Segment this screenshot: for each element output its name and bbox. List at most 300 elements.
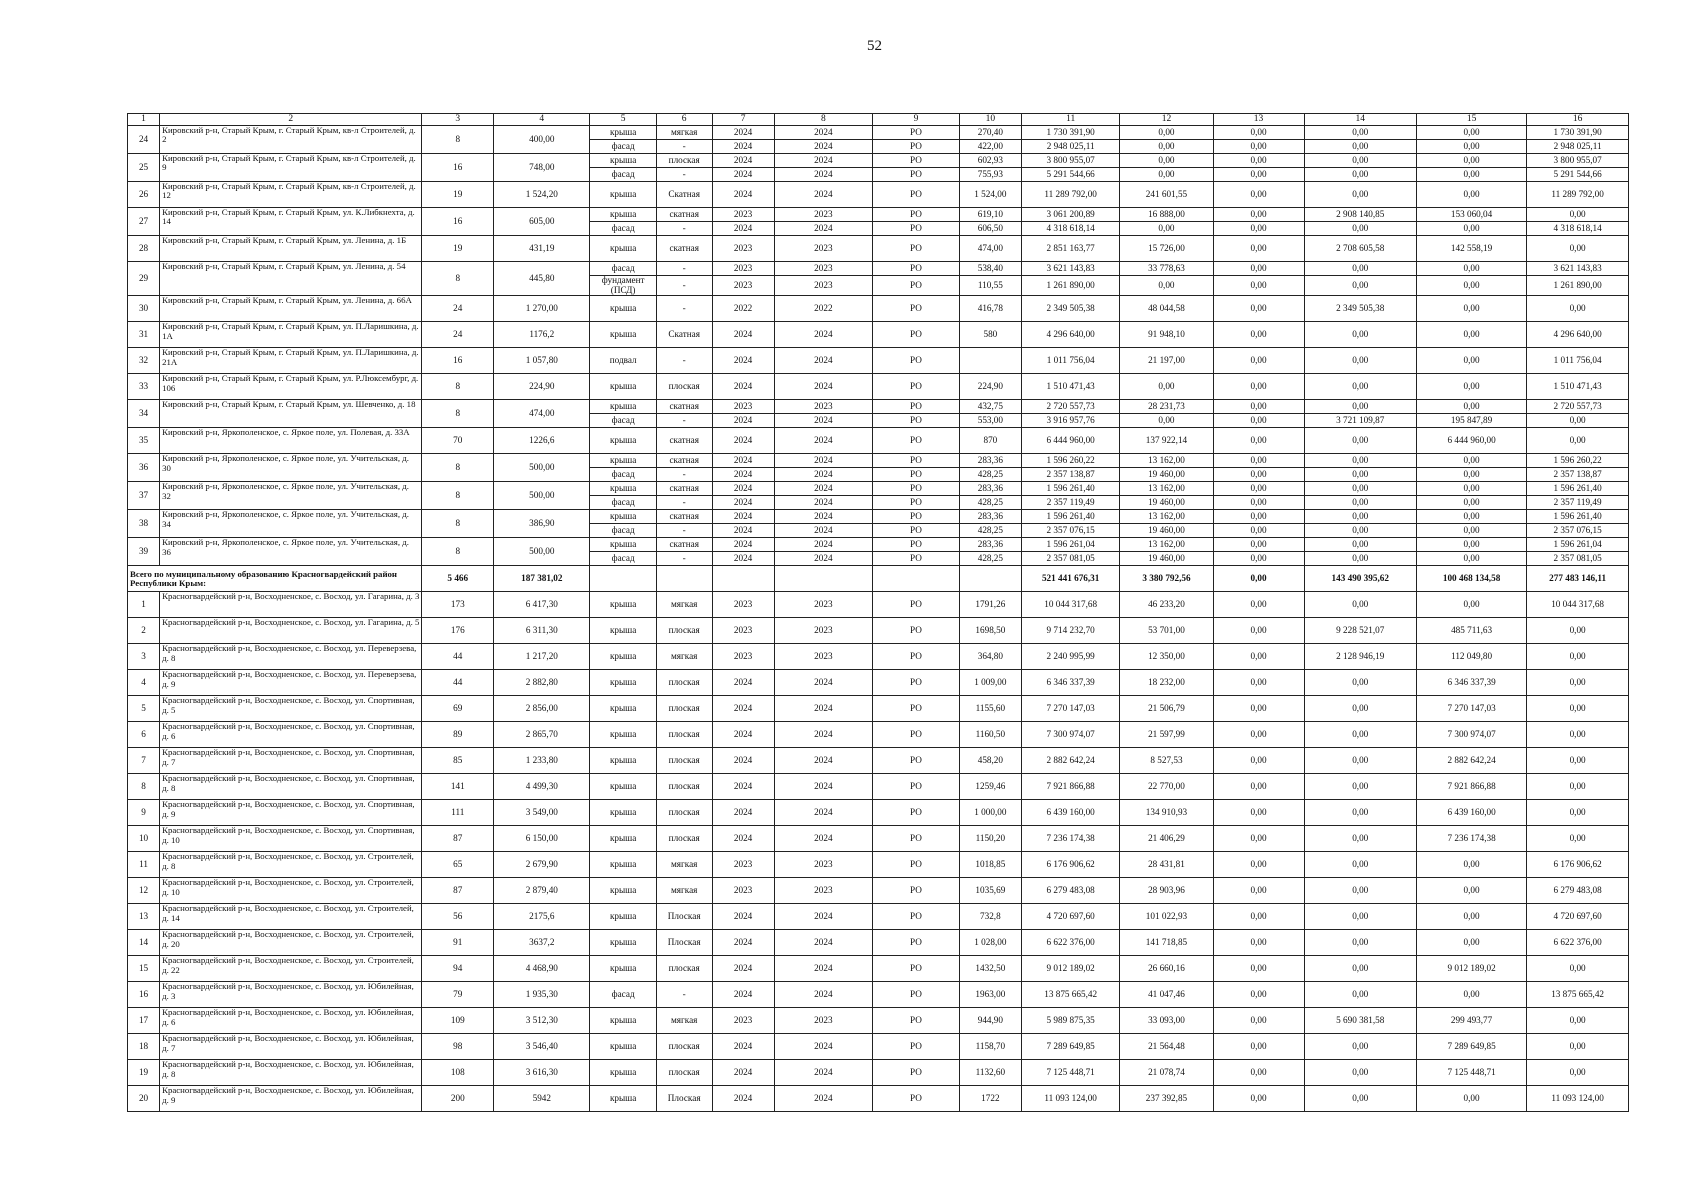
work-type-cell: крыша [590, 322, 656, 348]
fund-local-cell: 0,00 [1416, 154, 1526, 168]
method-cell: РО [873, 852, 960, 878]
fund-local-cell: 0,00 [1416, 374, 1526, 400]
method-cell: РО [873, 168, 960, 182]
fund-owners-cell: 10 044 317,68 [1527, 592, 1629, 618]
fund-regional-cell: 0,00 [1304, 374, 1416, 400]
address-cell: Красногвардейский р-н, Восходненское, с. Восход, ул. Строителей, д. 14 [160, 904, 422, 930]
address-cell: Красногвардейский р-н, Восходненское, с. Восход, ул. Строителей, д. 20 [160, 930, 422, 956]
unit-cost-cell: 28 903,96 [1120, 878, 1213, 904]
method-cell: РО [873, 276, 960, 296]
column-number: 4 [494, 114, 590, 126]
unit-cost-cell: 0,00 [1120, 276, 1213, 296]
area-cell: 2 679,90 [494, 852, 590, 878]
fund-owners-cell: 0,00 [1527, 826, 1629, 852]
fund-federal-cell: 0,00 [1213, 748, 1304, 774]
residents-cell: 8 [422, 482, 494, 510]
unit-cost-cell: 21 197,00 [1120, 348, 1213, 374]
fund-owners-cell: 2 357 119,49 [1527, 496, 1629, 510]
area-cell: 1 217,20 [494, 644, 590, 670]
method-cell: РО [873, 826, 960, 852]
fund-federal-cell: 0,00 [1213, 222, 1304, 236]
residents-cell: 79 [422, 982, 494, 1008]
start-year-cell: 2024 [712, 1086, 774, 1112]
area-cell: 1 057,80 [494, 348, 590, 374]
roof-type-cell: плоская [656, 722, 712, 748]
table-row [128, 538, 1629, 552]
method-cell: РО [873, 524, 960, 538]
column-number: 14 [1304, 114, 1416, 126]
fund-owners-cell: 4 296 640,00 [1527, 322, 1629, 348]
cost-cell: 6 622 376,00 [1021, 930, 1119, 956]
fund-regional-cell: 0,00 [1304, 468, 1416, 482]
start-year-cell: 2023 [712, 644, 774, 670]
method-cell: РО [873, 140, 960, 154]
start-year-cell: 2024 [712, 524, 774, 538]
cost-cell: 2 349 505,38 [1021, 296, 1119, 322]
work-type-cell: фундамент (ПСД) [590, 276, 656, 296]
fund-regional-cell: 0,00 [1304, 696, 1416, 722]
cost-cell: 10 044 317,68 [1021, 592, 1119, 618]
roof-type-cell: - [656, 982, 712, 1008]
unit-cost-cell: 237 392,85 [1120, 1086, 1213, 1112]
work-type-cell: крыша [590, 454, 656, 468]
fund-local-cell: 0,00 [1416, 400, 1526, 414]
work-type-cell: крыша [590, 154, 656, 168]
method-cell: РО [873, 496, 960, 510]
fund-owners-cell: 0,00 [1527, 722, 1629, 748]
roof-type-cell: плоская [656, 374, 712, 400]
work-type-cell: фасад [590, 414, 656, 428]
address-cell: Красногвардейский р-н, Восходненское, с. Восход, ул. Юбилейная, д. 8 [160, 1060, 422, 1086]
fund-local-cell: 7 125 448,71 [1416, 1060, 1526, 1086]
method-cell: РО [873, 262, 960, 276]
fund-owners-cell: 0,00 [1527, 236, 1629, 262]
fund-local-cell: 0,00 [1416, 482, 1526, 496]
work-type-cell: крыша [590, 208, 656, 222]
fund-regional-cell: 0,00 [1304, 670, 1416, 696]
area-cell: 3 512,30 [494, 1008, 590, 1034]
fund-regional-cell: 2 908 140,85 [1304, 208, 1416, 222]
end-year-cell: 2023 [774, 208, 872, 222]
address-cell: Кировский р-н, Старый Крым, г. Старый Крым, кв-л Строителей, д. 12 [160, 182, 422, 208]
unit-cost-cell: 13 162,00 [1120, 482, 1213, 496]
start-year-cell: 2024 [712, 454, 774, 468]
residents-cell: 8 [422, 510, 494, 538]
fund-owners-cell: 2 948 025,11 [1527, 140, 1629, 154]
column-number: 12 [1120, 114, 1213, 126]
work-type-cell: крыша [590, 510, 656, 524]
roof-type-cell: мягкая [656, 592, 712, 618]
volume-cell: 1155,60 [959, 696, 1021, 722]
row-number-cell: 36 [128, 454, 160, 482]
table-row [128, 400, 1629, 414]
residents-cell: 8 [422, 538, 494, 566]
row-number-cell: 31 [128, 322, 160, 348]
work-type-cell: фасад [590, 552, 656, 566]
residents-cell: 8 [422, 374, 494, 400]
row-number-cell: 4 [128, 670, 160, 696]
volume-cell [959, 348, 1021, 374]
row-number-cell: 20 [128, 1086, 160, 1112]
roof-type-cell: мягкая [656, 852, 712, 878]
cost-cell: 7 236 174,38 [1021, 826, 1119, 852]
table-row [128, 1034, 1629, 1060]
volume-cell: 1432,50 [959, 956, 1021, 982]
method-cell: РО [873, 454, 960, 468]
row-number-cell: 15 [128, 956, 160, 982]
roof-type-cell: - [656, 524, 712, 538]
end-year-cell: 2024 [774, 348, 872, 374]
row-number-cell: 32 [128, 348, 160, 374]
unit-cost-cell: 19 460,00 [1120, 552, 1213, 566]
fund-local-cell: 0,00 [1416, 982, 1526, 1008]
volume-cell: 283,36 [959, 510, 1021, 524]
fund-local-cell: 7 270 147,03 [1416, 696, 1526, 722]
column-number: 10 [959, 114, 1021, 126]
table-row [128, 454, 1629, 468]
volume-cell: 270,40 [959, 126, 1021, 140]
fund-owners-cell: 0,00 [1527, 644, 1629, 670]
residents-cell: 87 [422, 826, 494, 852]
cost-cell: 6 439 160,00 [1021, 800, 1119, 826]
fund-regional-cell: 0,00 [1304, 852, 1416, 878]
cost-cell: 4 318 618,14 [1021, 222, 1119, 236]
roof-type-cell: - [656, 296, 712, 322]
address-cell: Красногвардейский р-н, Восходненское, с. Восход, ул. Юбилейная, д. 3 [160, 982, 422, 1008]
roof-type-cell: плоская [656, 956, 712, 982]
table-row [128, 826, 1629, 852]
fund-regional-cell: 0,00 [1304, 348, 1416, 374]
end-year-cell: 2024 [774, 222, 872, 236]
residents-cell: 24 [422, 296, 494, 322]
area-cell: 386,90 [494, 510, 590, 538]
table-row [128, 348, 1629, 374]
fund-regional-cell: 0,00 [1304, 552, 1416, 566]
unit-cost-cell: 48 044,58 [1120, 296, 1213, 322]
end-year-cell: 2024 [774, 904, 872, 930]
residents-cell: 8 [422, 400, 494, 428]
column-number: 11 [1021, 114, 1119, 126]
fund-local-cell: 485 711,63 [1416, 618, 1526, 644]
unit-cost-cell: 33 778,63 [1120, 262, 1213, 276]
roof-type-cell: - [656, 140, 712, 154]
fund-local-cell: 0,00 [1416, 592, 1526, 618]
work-type-cell: крыша [590, 1008, 656, 1034]
table-row [128, 956, 1629, 982]
address-cell: Кировский р-н, Яркополенское, с. Яркое поле, ул. Учительская, д. 36 [160, 538, 422, 566]
cost-cell: 9 012 189,02 [1021, 956, 1119, 982]
volume-cell: 283,36 [959, 538, 1021, 552]
table-row [128, 482, 1629, 496]
area-cell: 6 311,30 [494, 618, 590, 644]
table-row [128, 236, 1629, 262]
unit-cost-cell: 21 506,79 [1120, 696, 1213, 722]
start-year-cell: 2024 [712, 496, 774, 510]
column-number: 8 [774, 114, 872, 126]
volume-cell: 1 524,00 [959, 182, 1021, 208]
start-year-cell: 2024 [712, 414, 774, 428]
table-row [128, 644, 1629, 670]
roof-type-cell: плоская [656, 748, 712, 774]
row-number-cell: 19 [128, 1060, 160, 1086]
work-type-cell: крыша [590, 644, 656, 670]
method-cell: РО [873, 904, 960, 930]
address-cell: Красногвардейский р-н, Восходненское, с. Восход, ул. Строителей, д. 8 [160, 852, 422, 878]
page-number: 52 [867, 38, 882, 54]
unit-cost-cell: 8 527,53 [1120, 748, 1213, 774]
empty-cell [774, 566, 872, 592]
cost-cell: 2 357 081,05 [1021, 552, 1119, 566]
end-year-cell: 2024 [774, 496, 872, 510]
start-year-cell: 2024 [712, 126, 774, 140]
start-year-cell: 2023 [712, 262, 774, 276]
fund-owners-cell: 0,00 [1527, 956, 1629, 982]
fund-local-cell: 7 300 974,07 [1416, 722, 1526, 748]
address-cell: Кировский р-н, Яркополенское, с. Яркое поле, ул. Учительская, д. 34 [160, 510, 422, 538]
end-year-cell: 2024 [774, 414, 872, 428]
method-cell: РО [873, 374, 960, 400]
volume-cell: 428,25 [959, 552, 1021, 566]
method-cell: РО [873, 592, 960, 618]
volume-cell: 1 009,00 [959, 670, 1021, 696]
volume-cell: 1698,50 [959, 618, 1021, 644]
volume-cell: 1791,26 [959, 592, 1021, 618]
fund-local-cell: 6 346 337,39 [1416, 670, 1526, 696]
fund-federal-cell: 0,00 [1213, 930, 1304, 956]
fund-regional-cell: 0,00 [1304, 510, 1416, 524]
address-cell: Кировский р-н, Старый Крым, г. Старый Крым, кв-л Строителей, д. 9 [160, 154, 422, 182]
unit-cost-cell: 13 162,00 [1120, 510, 1213, 524]
fund-owners-cell: 4 318 618,14 [1527, 222, 1629, 236]
method-cell: РО [873, 222, 960, 236]
start-year-cell: 2024 [712, 482, 774, 496]
fund-owners-cell: 2 357 076,15 [1527, 524, 1629, 538]
area-cell: 6 417,30 [494, 592, 590, 618]
fund-owners-cell: 0,00 [1527, 414, 1629, 428]
fund-owners-cell: 0,00 [1527, 296, 1629, 322]
work-type-cell: крыша [590, 482, 656, 496]
fund-regional-cell: 0,00 [1304, 454, 1416, 468]
start-year-cell: 2024 [712, 982, 774, 1008]
residents-cell: 8 [422, 126, 494, 154]
table-row [128, 878, 1629, 904]
fund-local-cell: 0,00 [1416, 878, 1526, 904]
work-type-cell: фасад [590, 468, 656, 482]
work-type-cell: фасад [590, 168, 656, 182]
fund-regional-cell: 0,00 [1304, 322, 1416, 348]
method-cell: РО [873, 982, 960, 1008]
method-cell: РО [873, 748, 960, 774]
residents-cell: 108 [422, 1060, 494, 1086]
fund-regional-cell: 0,00 [1304, 774, 1416, 800]
unit-cost-cell: 41 047,46 [1120, 982, 1213, 1008]
start-year-cell: 2024 [712, 956, 774, 982]
fund-federal-cell: 0,00 [1213, 852, 1304, 878]
fund-owners-cell: 11 289 792,00 [1527, 182, 1629, 208]
row-number-cell: 9 [128, 800, 160, 826]
work-type-cell: крыша [590, 126, 656, 140]
row-number-cell: 8 [128, 774, 160, 800]
cost-cell: 2 720 557,73 [1021, 400, 1119, 414]
fund-federal-cell: 0,00 [1213, 168, 1304, 182]
fund-federal-cell: 0,00 [1213, 552, 1304, 566]
table-row [128, 904, 1629, 930]
volume-cell: 580 [959, 322, 1021, 348]
fund-federal-cell: 0,00 [1213, 618, 1304, 644]
column-number: 16 [1527, 114, 1629, 126]
method-cell: РО [873, 482, 960, 496]
table-row [128, 800, 1629, 826]
fund-local-cell: 112 049,80 [1416, 644, 1526, 670]
unit-cost-cell: 16 888,00 [1120, 208, 1213, 222]
work-type-cell: фасад [590, 140, 656, 154]
fund-local-cell: 9 012 189,02 [1416, 956, 1526, 982]
fund-regional-cell: 0,00 [1304, 1060, 1416, 1086]
empty-cell [873, 566, 960, 592]
fund-federal-cell: 0,00 [1213, 454, 1304, 468]
fund-federal-cell: 0,00 [1213, 592, 1304, 618]
table-row [128, 1008, 1629, 1034]
method-cell: РО [873, 696, 960, 722]
cost-cell: 13 875 665,42 [1021, 982, 1119, 1008]
cost-cell: 4 296 640,00 [1021, 322, 1119, 348]
start-year-cell: 2023 [712, 276, 774, 296]
fund-federal-cell: 0,00 [1213, 670, 1304, 696]
roof-type-cell: Плоская [656, 930, 712, 956]
table-row [128, 510, 1629, 524]
address-cell: Кировский р-н, Старый Крым, г. Старый Крым, ул. П.Ларишкина, д. 1А [160, 322, 422, 348]
method-cell: РО [873, 774, 960, 800]
roof-type-cell: плоская [656, 696, 712, 722]
method-cell: РО [873, 414, 960, 428]
work-type-cell: крыша [590, 852, 656, 878]
row-number-cell: 6 [128, 722, 160, 748]
cost-cell: 7 125 448,71 [1021, 1060, 1119, 1086]
unit-cost-cell: 137 922,14 [1120, 428, 1213, 454]
method-cell: РО [873, 208, 960, 222]
residents-cell: 91 [422, 930, 494, 956]
total-c12-cell: 3 380 792,56 [1120, 566, 1213, 592]
start-year-cell: 2023 [712, 852, 774, 878]
roof-type-cell: плоская [656, 154, 712, 168]
fund-local-cell: 0,00 [1416, 524, 1526, 538]
column-number-row [128, 114, 1629, 126]
unit-cost-cell: 101 022,93 [1120, 904, 1213, 930]
volume-cell: 474,00 [959, 236, 1021, 262]
cost-cell: 7 921 866,88 [1021, 774, 1119, 800]
fund-owners-cell: 0,00 [1527, 748, 1629, 774]
area-cell: 4 499,30 [494, 774, 590, 800]
area-cell: 6 150,00 [494, 826, 590, 852]
area-cell: 500,00 [494, 538, 590, 566]
roof-type-cell: - [656, 552, 712, 566]
row-number-cell: 16 [128, 982, 160, 1008]
work-type-cell: крыша [590, 1034, 656, 1060]
unit-cost-cell: 0,00 [1120, 140, 1213, 154]
residents-cell: 94 [422, 956, 494, 982]
end-year-cell: 2024 [774, 552, 872, 566]
residents-cell: 141 [422, 774, 494, 800]
work-type-cell: крыша [590, 774, 656, 800]
area-cell: 1 233,80 [494, 748, 590, 774]
fund-owners-cell: 2 720 557,73 [1527, 400, 1629, 414]
fund-regional-cell: 0,00 [1304, 722, 1416, 748]
work-type-cell: крыша [590, 374, 656, 400]
fund-federal-cell: 0,00 [1213, 296, 1304, 322]
address-cell: Кировский р-н, Старый Крым, г. Старый Крым, ул. П.Ларишкина, д. 21А [160, 348, 422, 374]
residents-cell: 173 [422, 592, 494, 618]
fund-owners-cell: 2 357 138,87 [1527, 468, 1629, 482]
end-year-cell: 2024 [774, 154, 872, 168]
fund-federal-cell: 0,00 [1213, 400, 1304, 414]
unit-cost-cell: 0,00 [1120, 222, 1213, 236]
fund-federal-cell: 0,00 [1213, 322, 1304, 348]
address-cell: Кировский р-н, Старый Крым, г. Старый Крым, ул. Ленина, д. 1Б [160, 236, 422, 262]
roof-type-cell: Плоская [656, 904, 712, 930]
start-year-cell: 2024 [712, 322, 774, 348]
fund-regional-cell: 3 721 109,87 [1304, 414, 1416, 428]
work-type-cell: крыша [590, 670, 656, 696]
residents-cell: 176 [422, 618, 494, 644]
end-year-cell: 2024 [774, 982, 872, 1008]
start-year-cell: 2024 [712, 1034, 774, 1060]
area-cell: 605,00 [494, 208, 590, 236]
fund-owners-cell: 0,00 [1527, 208, 1629, 222]
total-label-cell: Всего по муниципальному образованию Красногвардейский район Республики Крым: [128, 566, 422, 592]
work-type-cell: крыша [590, 956, 656, 982]
table-row [128, 852, 1629, 878]
work-type-cell: крыша [590, 296, 656, 322]
unit-cost-cell: 53 701,00 [1120, 618, 1213, 644]
fund-local-cell: 0,00 [1416, 454, 1526, 468]
cost-cell: 9 714 232,70 [1021, 618, 1119, 644]
fund-federal-cell: 0,00 [1213, 482, 1304, 496]
cost-cell: 4 720 697,60 [1021, 904, 1119, 930]
unit-cost-cell: 0,00 [1120, 154, 1213, 168]
method-cell: РО [873, 154, 960, 168]
area-cell: 2 882,80 [494, 670, 590, 696]
cost-cell: 5 291 544,66 [1021, 168, 1119, 182]
end-year-cell: 2023 [774, 618, 872, 644]
method-cell: РО [873, 670, 960, 696]
fund-regional-cell: 9 228 521,07 [1304, 618, 1416, 644]
fund-federal-cell: 0,00 [1213, 428, 1304, 454]
volume-cell: 944,90 [959, 1008, 1021, 1034]
empty-cell [959, 566, 1021, 592]
table-row [128, 722, 1629, 748]
fund-owners-cell: 1 261 890,00 [1527, 276, 1629, 296]
fund-regional-cell: 0,00 [1304, 126, 1416, 140]
method-cell: РО [873, 510, 960, 524]
area-cell: 431,19 [494, 236, 590, 262]
residents-cell: 65 [422, 852, 494, 878]
table-row [128, 618, 1629, 644]
volume-cell: 619,10 [959, 208, 1021, 222]
cost-cell: 2 882 642,24 [1021, 748, 1119, 774]
volume-cell: 283,36 [959, 454, 1021, 468]
cost-cell: 11 093 124,00 [1021, 1086, 1119, 1112]
fund-regional-cell: 0,00 [1304, 878, 1416, 904]
residents-cell: 200 [422, 1086, 494, 1112]
capital-repair-table [127, 113, 1629, 1112]
method-cell: РО [873, 552, 960, 566]
fund-local-cell: 0,00 [1416, 276, 1526, 296]
start-year-cell: 2024 [712, 696, 774, 722]
roof-type-cell: скатная [656, 400, 712, 414]
table-row [128, 748, 1629, 774]
residents-cell: 44 [422, 670, 494, 696]
cost-cell: 2 851 163,77 [1021, 236, 1119, 262]
